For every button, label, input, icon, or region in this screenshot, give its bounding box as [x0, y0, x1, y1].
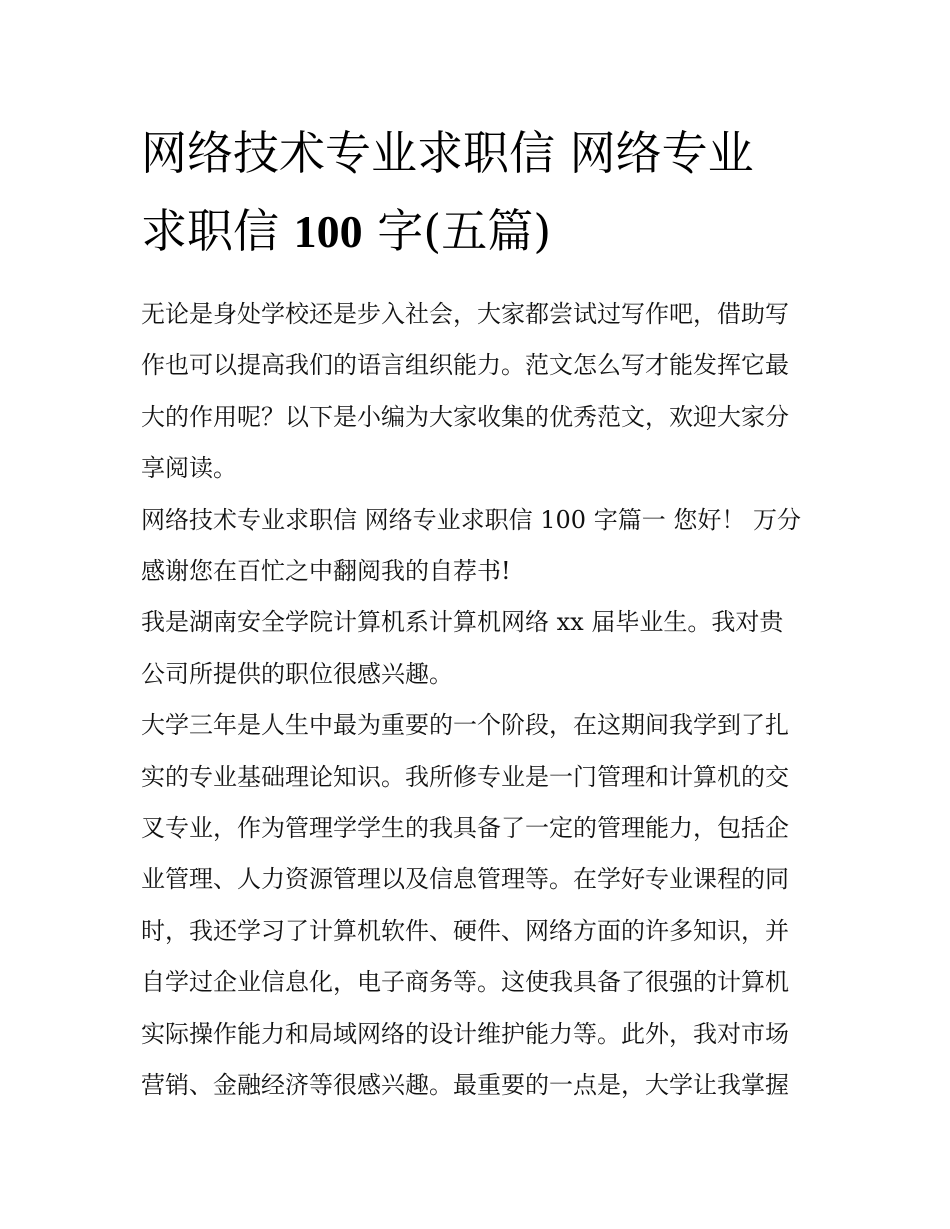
text-line: 时，我还学习了计算机软件、硬件、网络方面的许多知识，并 — [141, 916, 789, 945]
title-number: 100 — [293, 206, 363, 257]
text-line: 实的专业基础理论知识。我所修专业是一门管理和计算机的交 — [141, 762, 789, 791]
paragraph-introduction-self — [141, 597, 813, 700]
text-line: 自学过企业信息化，电子商务等。这使我具备了很强的计算机 — [141, 968, 789, 997]
text-line: 感谢您在百忙之中翻阅我的自荐书! — [141, 557, 511, 586]
paragraph-intro — [141, 289, 813, 495]
text-line: 大学三年是人生中最为重要的一个阶段，在这期间我学到了扎 — [141, 711, 789, 740]
text-line: 大的作用呢？以下是小编为大家收集的优秀范文，欢迎大家分 — [141, 402, 789, 431]
text-line: 公司所提供的职位很感兴趣。 — [141, 659, 453, 688]
paragraph-university — [141, 700, 813, 1111]
text-line: 营销、金融经济等很感兴趣。最重要的一点是，大学让我掌握 — [141, 1071, 789, 1100]
text-line: 实际操作能力和局域网络的设计维护能力等。此外，我对市场 — [141, 1019, 789, 1048]
text-line: 网络技术专业求职信 网络专业求职信 100 字篇一 您好！ 万分 — [141, 505, 801, 534]
text-line: 作也可以提高我们的语言组织能力。范文怎么写才能发挥它最 — [141, 351, 789, 380]
document-body — [141, 289, 813, 1112]
paragraph-greeting — [141, 495, 813, 598]
document-content — [141, 114, 813, 1112]
text-line: 享阅读。 — [141, 454, 237, 483]
document-title — [141, 114, 813, 271]
text-line: 我是湖南安全学院计算机系计算机网络 xx 届毕业生。我对贵 — [141, 608, 784, 637]
title-text-part: 字(五篇) — [377, 204, 552, 258]
text-line: 无论是身处学校还是步入社会，大家都尝试过写作吧，借助写 — [141, 300, 789, 328]
text-line: 叉专业，作为管理学学生的我具备了一定的管理能力，包括企 — [141, 814, 789, 843]
title-line-2 — [141, 192, 813, 271]
title-text-part: 求职信 — [141, 204, 279, 258]
title-line-1: 网络技术专业求职信 网络专业 — [141, 126, 754, 180]
text-line: 业管理、人力资源管理以及信息管理等。在学好专业课程的同 — [141, 865, 789, 894]
